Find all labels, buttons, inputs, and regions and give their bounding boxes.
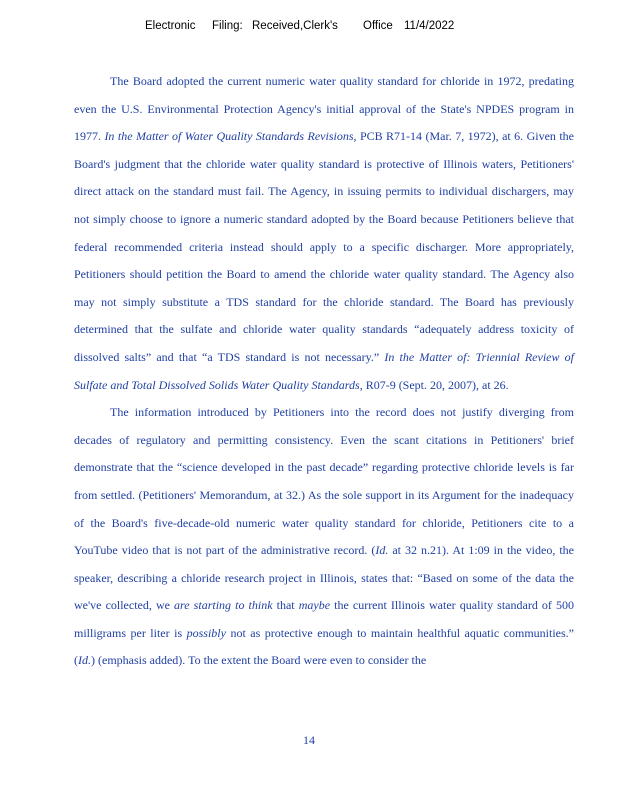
text-run: at 32 n.21). At 1:09 in the video, the speaker, describing a chloride research project in Illinois, states that: “Based on some of the data the we've collected, we xyxy=(74,543,574,613)
italic-run: In the Matter of Water Quality Standards Revisions xyxy=(104,129,354,144)
text-run: , PCB R71-14 (Mar. 7, 1972), at 6. Given the Board's judgment that the chloride water quality standard is protective of Illinois waters, Petitioners' direct attack on the standard must fail. The Agency, in issuing permits to individual dischargers, may not simply choose to ignore a numeric standard adopted by the Board because Petitioners believe that federal recommended criteria instead should apply to a specific discharger. More appropriately, Petitioners should petition the Board to amend the chloride water quality standard. The Agency also may not simply substitute a TDS standard for the chloride standard. The Board has previously determined that the sulfate and chloride water quality standards “adequately address toxicity of dissolved salts” and that “a TDS standard is not necessary.” xyxy=(74,129,575,364)
text-run: The Board adopted the current numeric water quality standard for chloride in 1972, predating even the U.S. Environmental Protection Agency's initial approval of the State's NPDES program in 1977. xyxy=(74,74,574,144)
document-body xyxy=(74,68,574,675)
italic-run: Id. xyxy=(375,543,389,558)
italic-run: maybe xyxy=(298,598,331,613)
text-run: that xyxy=(272,598,299,613)
header-electronic: Electronic xyxy=(145,20,196,32)
header-date: 11/4/2022 xyxy=(404,20,455,32)
paragraph xyxy=(74,68,574,399)
header-office: Office xyxy=(363,20,393,32)
text-run: ) (emphasis added). To the extent the Board were even to consider the xyxy=(91,653,427,668)
italic-run: possibly xyxy=(186,625,226,640)
text-run: the current Illinois water quality standard of 500 milligrams per liter is xyxy=(74,598,574,640)
text-run: The information introduced by Petitioners into the record does not justify diverging from decades of regulatory and permitting consistency. Even the scant citations in Petitioners' brief demonstrate that the “science developed in the past decade” regarding protective chloride levels is far from settled. (Petitioners' Memorandum, at 32.) As the sole support in its Argument for the inadequacy of the Board's five-decade-old numeric water quality standard for chloride, Petitioners cite to a YouTube video that is not part of the administrative record. ( xyxy=(74,405,574,558)
header-received: Received,Clerk's xyxy=(252,20,338,32)
header-filing: Filing: xyxy=(212,20,243,32)
page-number: 14 xyxy=(303,733,315,747)
italic-run: Id. xyxy=(78,653,91,668)
italic-run: are starting to think xyxy=(174,598,273,613)
text-run: , R07-9 (Sept. 20, 2007), at 26. xyxy=(359,377,509,392)
text-run: not as protective enough to maintain healthful aquatic communities.” ( xyxy=(74,625,574,668)
italic-run: In the Matter of: Triennial Review of Sulfate and Total Dissolved Solids Water Quality Standards xyxy=(74,349,574,392)
paragraph xyxy=(74,399,574,675)
